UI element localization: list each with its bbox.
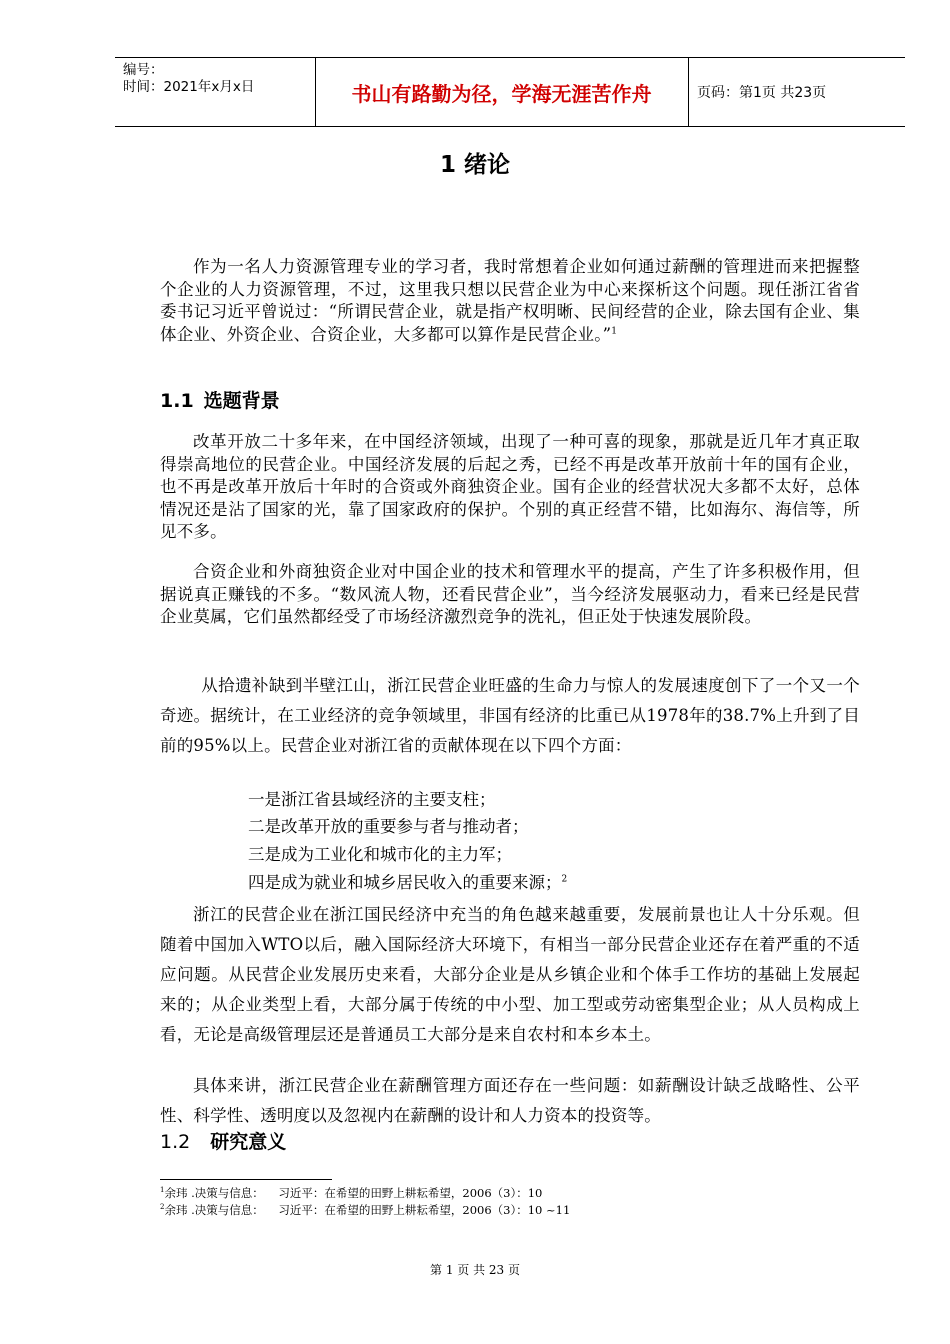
body-paragraph-2: 合资企业和外商独资企业对中国企业的技术和管理水平的提高，产生了许多积极作用，但据说真正赚钱的不多。“数风流人物，还看民营企业”，当今经济发展驱动力，看来已经是民营企业莫属，它们虽然都经受了市场经济激烈竞争的洗礼，但正处于快速发展阶段。	[160, 562, 860, 626]
section-heading-1-2	[160, 1127, 286, 1154]
footnote-2	[160, 1203, 570, 1218]
list-item	[248, 872, 567, 894]
chapter-title: 1 绪论	[439, 152, 510, 178]
footnote-text: 余玮 .决策与信息： 习近平：在希望的田野上耕耘希望，2006（3）：10 ~11	[164, 1203, 571, 1217]
intro-text: 作为一名人力资源管理专业的学习者，我时常想着企业如何通过薪酬的管理进而来把握整个企业的人力资源管理，不过，这里我只想以民营企业为中心来探析这个问题。现任浙江省省委书记习近平曾说过：“所谓民营企业，就是指产权明晰、民间经营的企业，除去国有企业、集体企业、外资企业、合资企业，大多都可以算作是民营企业。”	[160, 257, 860, 344]
section-title: 选题背景	[203, 390, 280, 412]
header-meta	[123, 62, 254, 96]
list-item: 一是浙江省县域经济的主要支柱；	[248, 790, 496, 809]
header-page-info: 页码：第1页 共23页	[697, 85, 827, 101]
body-paragraph-4: 浙江的民营企业在浙江国民经济中充当的角色越来越重要，发展前景也让人十分乐观。但随着中国加入WTO以后，融入国际经济大环境下，有相当一部分民营企业还存在着严重的不适应问题。从民营企业发展历史来看，大部分企业是从乡镇企业和个体手工作坊的基础上发展起来的；从企业类型上看，大部分属于传统的中小型、加工型或劳动密集型企业；从人员构成上看，无论是高级管理层还是普通员工大部分是来自农村和本乡本土。	[160, 905, 860, 1044]
body-paragraph-1: 改革开放二十多年来，在中国经济领域，出现了一种可喜的现象，那就是近几年才真正取得崇高地位的民营企业。中国经济发展的后起之秀，已经不再是改革开放前十年的国有企业，也不再是改革开放后十年时的合资或外商独资企业。国有企业的经营状况大多都不太好，总体情况还是沾了国家的光，靠了国家政府的保护。个别的真正经营不错，比如海尔、海信等，所见不多。	[160, 432, 860, 541]
header-motto: 书山有路勤为径，学海无涯苦作舟	[351, 81, 652, 106]
section-number: 1.2	[160, 1131, 191, 1153]
list-item-text: 四是成为就业和城乡居民收入的重要来源；	[248, 873, 562, 892]
list-item: 三是成为工业化和城市化的主力军；	[248, 845, 512, 864]
footnote-ref-2: 2	[561, 874, 568, 885]
section-number: 1.1	[160, 390, 194, 412]
footnote-text: 余玮 .决策与信息： 习近平：在希望的田野上耕耘希望，2006（3）：10	[164, 1186, 543, 1200]
footnote-separator	[160, 1179, 332, 1180]
footnote-mark: 1	[160, 1186, 165, 1195]
body-paragraph-3: 从拾遗补缺到半壁江山，浙江民营企业旺盛的生命力与惊人的发展速度创下了一个又一个奇迹。据统计，在工业经济的竞争领域里，非国有经济的比重已从1978年的38.7%上升到了目前的95%以上。民营企业对浙江省的贡献体现在以下四个方面：	[160, 676, 860, 755]
list-item: 二是改革开放的重要参与者与推动者；	[248, 817, 529, 836]
footnote-ref-1: 1	[611, 326, 618, 336]
page-header	[115, 57, 905, 127]
section-heading-1-1	[160, 386, 280, 413]
intro-paragraph	[160, 256, 860, 346]
body-paragraph-5: 具体来讲，浙江民营企业在薪酬管理方面还存在一些问题：如薪酬设计缺乏战略性、公平性、科学性、透明度以及忽视内在薪酬的设计和人力资本的投资等。	[160, 1076, 860, 1125]
footnote-mark: 2	[160, 1203, 165, 1212]
date-label: 时间：2021年x月x日	[123, 79, 255, 95]
footnote-1	[160, 1186, 542, 1201]
header-divider	[688, 58, 689, 126]
serial-number-label: 编号：	[123, 62, 164, 78]
page-footer: 第 1 页 共 23 页	[430, 1263, 520, 1277]
section-title: 研究意义	[210, 1131, 287, 1153]
